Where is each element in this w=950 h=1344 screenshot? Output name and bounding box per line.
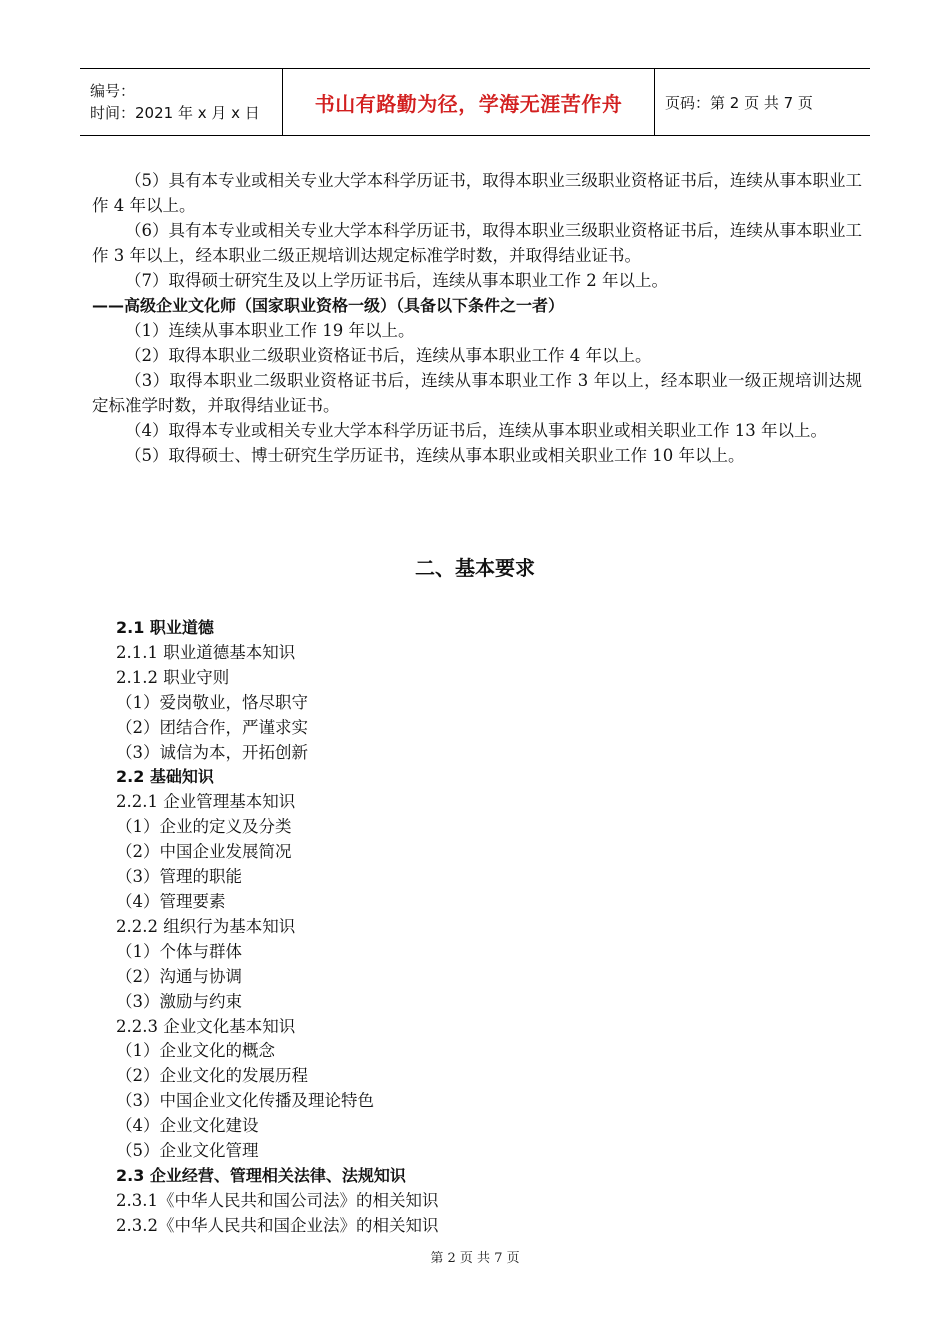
outline-item: （3）诚信为本，开拓创新 — [116, 742, 308, 762]
outline-item: 2.3.1《中华人民共和国公司法》的相关知识 — [116, 1190, 439, 1210]
outline-item: 2.2.2 组织行为基本知识 — [116, 916, 296, 936]
header-time-label: 时间：2021 年 x 月 x 日 — [90, 104, 260, 122]
outline-item: （5）企业文化管理 — [116, 1141, 259, 1161]
header-meta — [80, 69, 283, 135]
senior-item: （2）取得本职业二级职业资格证书后，连续从事本职业工作 4 年以上。 — [125, 346, 652, 365]
requirements-outline — [116, 616, 816, 1239]
outline-item: （1）个体与群体 — [116, 941, 242, 961]
senior-item: （4）取得本专业或相关专业大学本科学历证书后，连续从事本职业或相关职业工作 13 年以上。 — [125, 421, 827, 440]
outline-heading: 2.2 基础知识 — [116, 767, 214, 787]
paragraph: （7）取得硕士研究生及以上学历证书后，连续从事本职业工作 2 年以上。 — [125, 271, 668, 290]
outline-item: （1）企业文化的概念 — [116, 1041, 275, 1061]
header-motto-cell — [283, 69, 655, 135]
paragraph: （6）具有本专业或相关专业大学本科学历证书，取得本职业三级职业资格证书后，连续从事本职业工作 3 年以上，经本职业二级正规培训达规定标准学时数，并取得结业证书。 — [92, 221, 862, 265]
outline-item: （2）企业文化的发展历程 — [116, 1066, 308, 1086]
outline-item: （2）中国企业发展简况 — [116, 842, 292, 862]
outline-item: （4）管理要素 — [116, 891, 226, 911]
header-page-info: 页码：第 2 页 共 7 页 — [665, 93, 813, 112]
senior-item: （3）取得本职业二级职业资格证书后，连续从事本职业工作 3 年以上，经本职业一级正规培训达规定标准学时数，并取得结业证书。 — [92, 371, 862, 415]
outline-item: 2.2.1 企业管理基本知识 — [116, 792, 296, 812]
senior-heading: ——高级企业文化师（国家职业资格一级）（具备以下条件之一者） — [92, 296, 565, 315]
outline-item: （4）企业文化建设 — [116, 1116, 259, 1136]
outline-item: （3）管理的职能 — [116, 867, 242, 887]
outline-item: （3）激励与约束 — [116, 991, 242, 1011]
outline-item: 2.1.1 职业道德基本知识 — [116, 642, 296, 662]
header-page-info-cell — [655, 69, 870, 135]
outline-item: （2）团结合作，严谨求实 — [116, 717, 308, 737]
header-code-label: 编号： — [90, 82, 136, 100]
outline-heading: 2.3 企业经营、管理相关法律、法规知识 — [116, 1165, 406, 1185]
outline-heading: 2.1 职业道德 — [116, 618, 214, 637]
senior-item: （5）取得硕士、博士研究生学历证书，连续从事本职业或相关职业工作 10 年以上。 — [125, 446, 745, 465]
page-footer: 第 2 页 共 7 页 — [430, 1251, 520, 1266]
senior-item: （1）连续从事本职业工作 19 年以上。 — [125, 321, 415, 340]
body-text — [92, 168, 862, 468]
paragraph: （5）具有本专业或相关专业大学本科学历证书，取得本职业三级职业资格证书后，连续从事本职业工作 4 年以上。 — [92, 171, 862, 215]
page-header — [80, 68, 870, 136]
outline-item: （2）沟通与协调 — [116, 966, 242, 986]
outline-item: （1）企业的定义及分类 — [116, 817, 292, 837]
outline-item: 2.2.3 企业文化基本知识 — [116, 1016, 296, 1036]
section-title: 二、基本要求 — [415, 556, 535, 580]
outline-item: （1）爱岗敬业，恪尽职守 — [116, 692, 308, 712]
outline-item: 2.1.2 职业守则 — [116, 667, 230, 687]
outline-item: （3）中国企业文化传播及理论特色 — [116, 1091, 374, 1111]
header-motto: 书山有路勤为径，学海无涯苦作舟 — [314, 91, 623, 116]
outline-item: 2.3.2《中华人民共和国企业法》的相关知识 — [116, 1215, 439, 1235]
